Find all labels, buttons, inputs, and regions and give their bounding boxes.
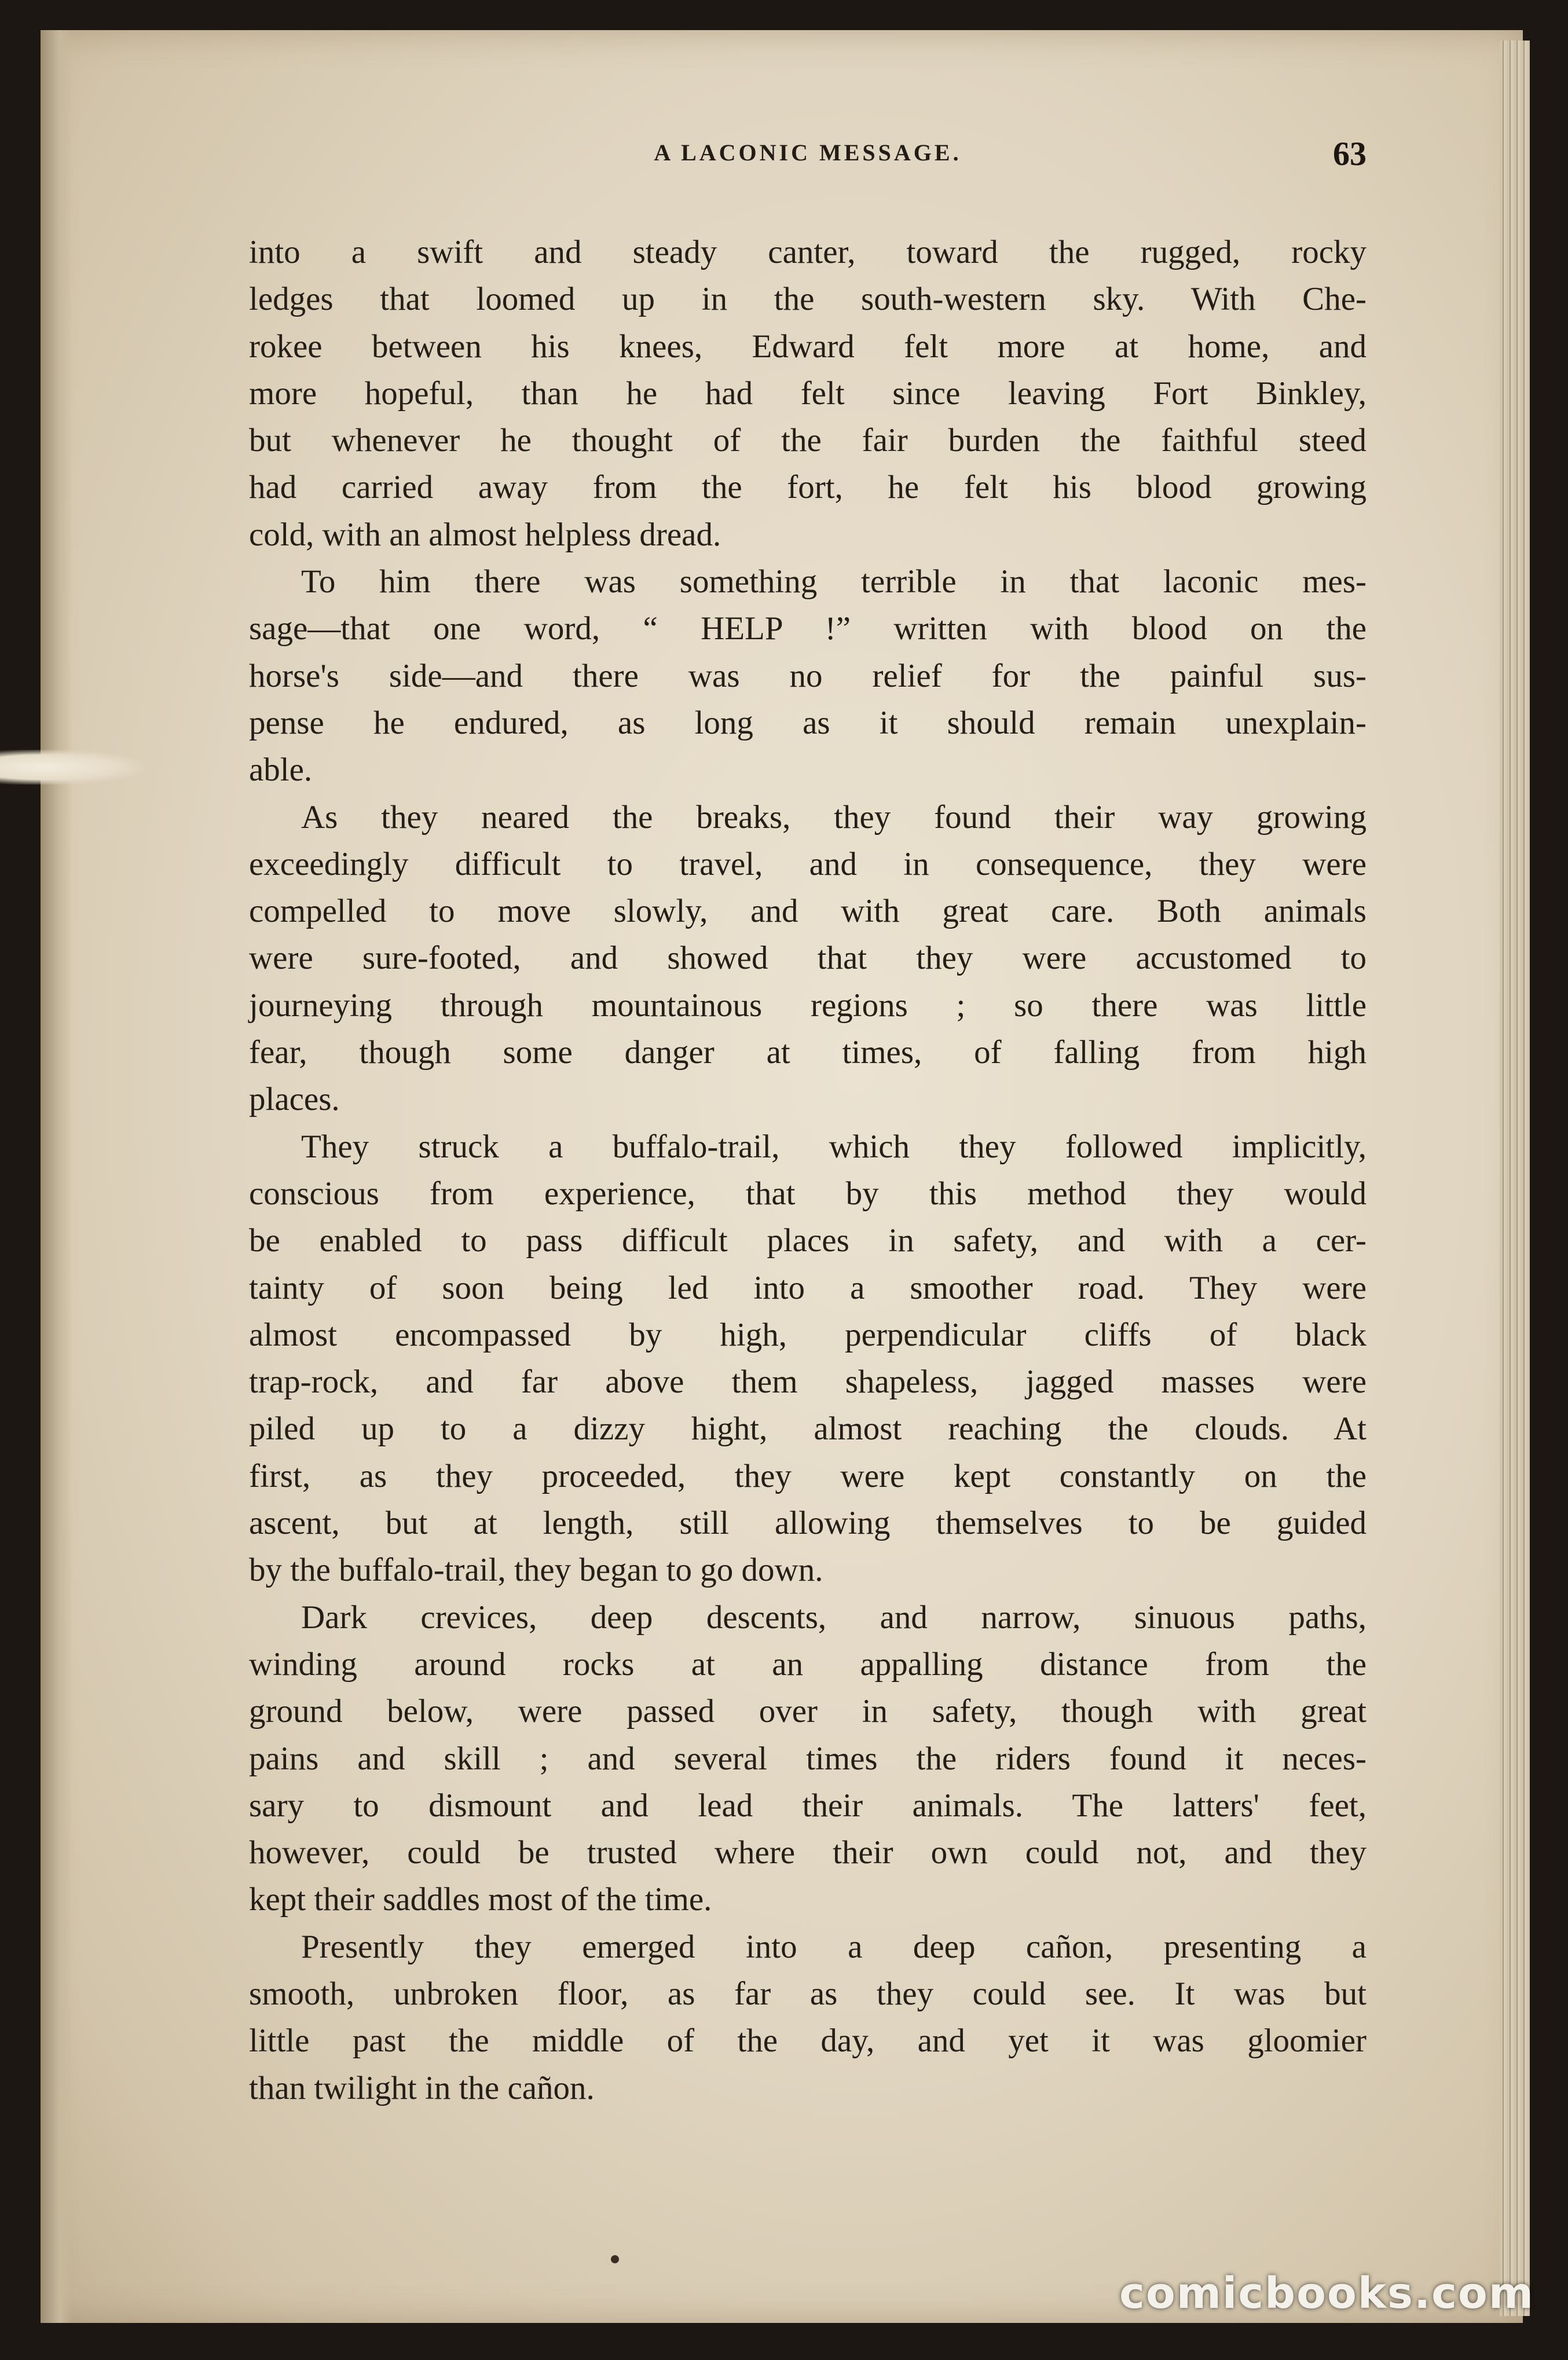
text-line: more hopeful, than he had felt since leaving Fort Binkley, xyxy=(249,375,1366,412)
running-head: A LACONIC MESSAGE. xyxy=(654,140,962,166)
text-line: To him there was something terrible in that laconic mes- xyxy=(301,563,1366,600)
text-line: sary to dismount and lead their animals. The latters' feet, xyxy=(249,1787,1366,1824)
text-line: exceedingly difficult to travel, and in consequence, they were xyxy=(249,845,1366,882)
text-line: by the buffalo-trail, they began to go down. xyxy=(249,1552,823,1589)
text-line: conscious from experience, that by this method they would xyxy=(249,1175,1366,1212)
page-header xyxy=(249,134,1366,186)
text-line: rokee between his knees, Edward felt more at home, and xyxy=(249,328,1366,365)
watermark: comicbooks.com xyxy=(1119,2269,1534,2318)
paragraph xyxy=(249,794,1366,1123)
text-line: be enabled to pass difficult places in safety, and with a cer- xyxy=(249,1222,1366,1259)
paragraph xyxy=(249,229,1366,558)
text-line: sage—that one word, “ HELP !” written with blood on the xyxy=(249,610,1366,647)
text-line: first, as they proceeded, they were kept constantly on the xyxy=(249,1457,1366,1494)
text-line: had carried away from the fort, he felt his blood growing xyxy=(249,469,1366,506)
page-gutter-shadow xyxy=(41,30,72,2323)
page-number: 63 xyxy=(1333,135,1366,173)
paper-tear xyxy=(0,750,145,785)
text-line: horse's side—and there was no relief for the painful sus- xyxy=(249,657,1366,694)
page-edges xyxy=(1500,41,1530,2316)
text-line: pains and skill ; and several times the riders found it neces- xyxy=(249,1740,1366,1777)
text-line: winding around rocks at an appalling distance from the xyxy=(249,1646,1366,1683)
text-line: into a swift and steady canter, toward the rugged, rocky xyxy=(249,234,1366,270)
text-line: ledges that loomed up in the south-western sky. With Che- xyxy=(249,281,1366,318)
ink-speck xyxy=(611,2255,619,2263)
text-line: piled up to a dizzy hight, almost reaching the clouds. At xyxy=(249,1410,1366,1447)
text-line: They struck a buffalo-trail, which they followed implicitly, xyxy=(301,1128,1366,1165)
text-line: little past the middle of the day, and yet it was gloomier xyxy=(249,2022,1366,2059)
text-line: smooth, unbroken floor, as far as they could see. It was but xyxy=(249,1975,1366,2012)
text-line: Presently they emerged into a deep cañon, presenting a xyxy=(301,1928,1366,1965)
text-line: places. xyxy=(249,1081,340,1118)
text-line: ascent, but at length, still allowing themselves to be guided xyxy=(249,1505,1366,1542)
text-line: than twilight in the cañon. xyxy=(249,2069,595,2106)
text-line: however, could be trusted where their own could not, and they xyxy=(249,1834,1366,1871)
text-line: journeying through mountainous regions ; so there was little xyxy=(249,987,1366,1024)
text-line: trap-rock, and far above them shapeless, jagged masses were xyxy=(249,1364,1366,1401)
paragraph xyxy=(249,1594,1366,1923)
paragraph xyxy=(249,1123,1366,1594)
text-line: pense he endured, as long as it should remain unexplain- xyxy=(249,704,1366,741)
text-line: tainty of soon being led into a smoother road. They were xyxy=(249,1269,1366,1306)
text-line: almost encompassed by high, perpendicular cliffs of black xyxy=(249,1316,1366,1353)
paragraph xyxy=(249,1923,1366,2112)
text-line: fear, though some danger at times, of falling from high xyxy=(249,1034,1366,1071)
text-line: compelled to move slowly, and with great care. Both animals xyxy=(249,893,1366,930)
text-line: ground below, were passed over in safety, though with great xyxy=(249,1693,1366,1730)
text-line: cold, with an almost helpless dread. xyxy=(249,516,721,553)
text-line: but whenever he thought of the fair burden the faithful steed xyxy=(249,422,1366,459)
text-line: Dark crevices, deep descents, and narrow, sinuous paths, xyxy=(301,1599,1366,1636)
text-line: As they neared the breaks, they found their way growing xyxy=(301,798,1366,835)
body-text xyxy=(249,229,1366,2112)
paragraph xyxy=(249,558,1366,793)
text-line: were sure-footed, and showed that they were accustomed to xyxy=(249,940,1366,977)
text-line: able. xyxy=(249,752,313,789)
text-line: kept their saddles most of the time. xyxy=(249,1881,712,1918)
